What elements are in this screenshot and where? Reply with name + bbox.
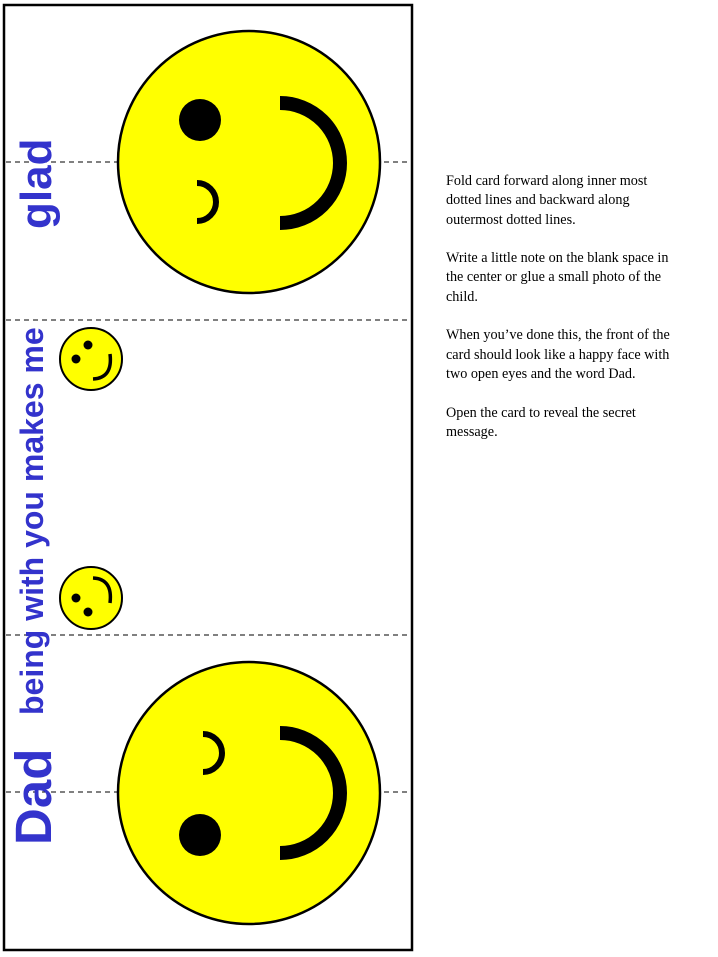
instruction-front: When you’ve done this, the front of the card should look like a happy face with two open eyes and the word Dad. xyxy=(446,327,670,382)
instructions-panel xyxy=(446,172,686,461)
small-face-upper xyxy=(60,328,122,390)
eye-dot xyxy=(84,608,93,617)
instruction-note: Write a little note on the blank space in the center or glue a small photo of the child. xyxy=(446,250,669,305)
eye-dot xyxy=(179,814,221,856)
message-middle: being with you makes me xyxy=(14,327,50,715)
face-circle xyxy=(60,328,122,390)
eye-dot xyxy=(179,99,221,141)
large-face-bottom xyxy=(118,662,380,924)
face-circle xyxy=(60,567,122,629)
large-face-top xyxy=(118,31,380,293)
eye-dot xyxy=(72,355,81,364)
small-face-lower xyxy=(60,567,122,629)
instruction-open: Open the card to reveal the secret message. xyxy=(446,404,636,440)
instruction-fold: Fold card forward along inner most dotted lines and backward along outermost dotted lines. xyxy=(446,173,648,228)
eye-dot xyxy=(72,594,81,603)
message-dad: Dad xyxy=(5,748,62,845)
message-glad: glad xyxy=(12,138,61,229)
eye-dot xyxy=(84,341,93,350)
